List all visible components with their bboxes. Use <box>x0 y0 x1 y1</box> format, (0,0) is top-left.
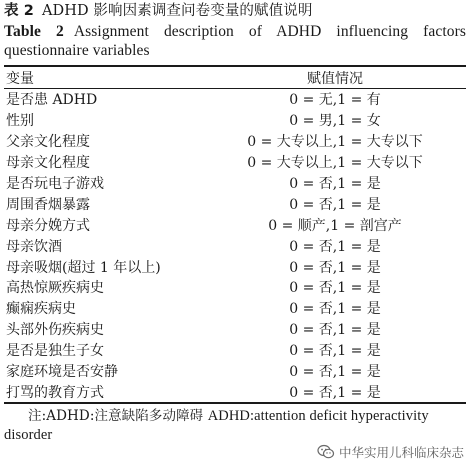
cell-assignment: 0 = 大专以上,1 = 大专以下 <box>247 134 423 151</box>
cell-variable: 父亲文化程度 <box>6 134 90 151</box>
cell-variable: 头部外伤疾病史 <box>6 322 104 339</box>
cell-variable: 是否是独生子女 <box>6 343 104 360</box>
cell-assignment: 0 = 否,1 = 是 <box>289 196 381 213</box>
watermark <box>315 442 466 462</box>
cell-assignment: 0 = 否,1 = 是 <box>289 322 381 339</box>
watermark-text: 中华实用儿科临床杂志 <box>338 445 464 460</box>
cell-assignment: 0 = 否,1 = 是 <box>289 301 381 318</box>
cell-assignment: 0 = 否,1 = 是 <box>289 280 381 297</box>
cell-variable: 打骂的教育方式 <box>6 384 104 401</box>
table-footnote <box>4 407 466 445</box>
caption-english-label: Table 2 <box>4 23 64 40</box>
table-row <box>4 131 466 152</box>
table-row <box>4 319 466 340</box>
wechat-icon <box>317 444 335 460</box>
table-row <box>4 340 466 361</box>
cell-variable: 性别 <box>6 113 34 130</box>
cell-assignment: 0 = 否,1 = 是 <box>289 238 381 255</box>
cell-variable: 周围香烟暴露 <box>6 196 90 213</box>
cell-variable: 母亲分娩方式 <box>6 217 90 234</box>
header-variable: 变量 <box>6 70 34 87</box>
table-row <box>4 173 466 194</box>
cell-variable: 癫痫疾病史 <box>6 301 76 318</box>
cell-variable: 是否患 ADHD <box>6 92 98 109</box>
cell-assignment: 0 = 否,1 = 是 <box>289 343 381 360</box>
table-row <box>4 214 466 235</box>
cell-variable: 母亲饮酒 <box>6 238 62 255</box>
table-row <box>4 256 466 277</box>
table-row <box>4 298 466 319</box>
table-row <box>4 152 466 173</box>
cell-assignment: 0 = 顺产,1 = 剖宫产 <box>268 217 402 234</box>
cell-variable: 母亲吸烟(超过 1 年以上) <box>6 259 161 276</box>
table-header-row <box>4 67 466 89</box>
cell-assignment: 0 = 否,1 = 是 <box>289 384 381 401</box>
caption-english <box>4 22 466 60</box>
cell-assignment: 0 = 否,1 = 是 <box>289 176 381 192</box>
cell-assignment: 0 = 否,1 = 是 <box>289 364 381 381</box>
table-row <box>4 89 466 110</box>
cell-variable: 高热惊厥疾病史 <box>6 280 104 297</box>
table-row <box>4 277 466 298</box>
table-row <box>4 193 466 214</box>
cell-variable: 家庭环境是否安静 <box>6 364 118 381</box>
cell-assignment: 0 = 无,1 = 有 <box>289 92 381 109</box>
footnote-chinese: 注:ADHD:注意缺陷多动障碍 <box>28 408 204 425</box>
table-row <box>4 235 466 256</box>
table-row <box>4 110 466 131</box>
caption-chinese <box>4 2 466 20</box>
caption-chinese-label: 表 2 <box>4 3 34 19</box>
caption-english-title: Assignment description of ADHD influencing factors questionnaire variables <box>4 23 467 59</box>
table-row <box>4 361 466 382</box>
assignment-table <box>4 65 466 404</box>
table-row <box>4 381 466 402</box>
cell-assignment: 0 = 男,1 = 女 <box>289 113 381 130</box>
cell-variable: 母亲文化程度 <box>6 155 90 172</box>
cell-assignment: 0 = 大专以上,1 = 大专以下 <box>247 155 423 172</box>
cell-variable: 是否玩电子游戏 <box>6 176 104 192</box>
header-assignment: 赋值情况 <box>307 70 363 87</box>
cell-assignment: 0 = 否,1 = 是 <box>289 259 381 276</box>
caption-chinese-title: ADHD 影响因素调查问卷变量的赋值说明 <box>41 3 313 19</box>
footnote-english: ADHD:attention deficit hyperactivity disorder <box>4 408 429 444</box>
